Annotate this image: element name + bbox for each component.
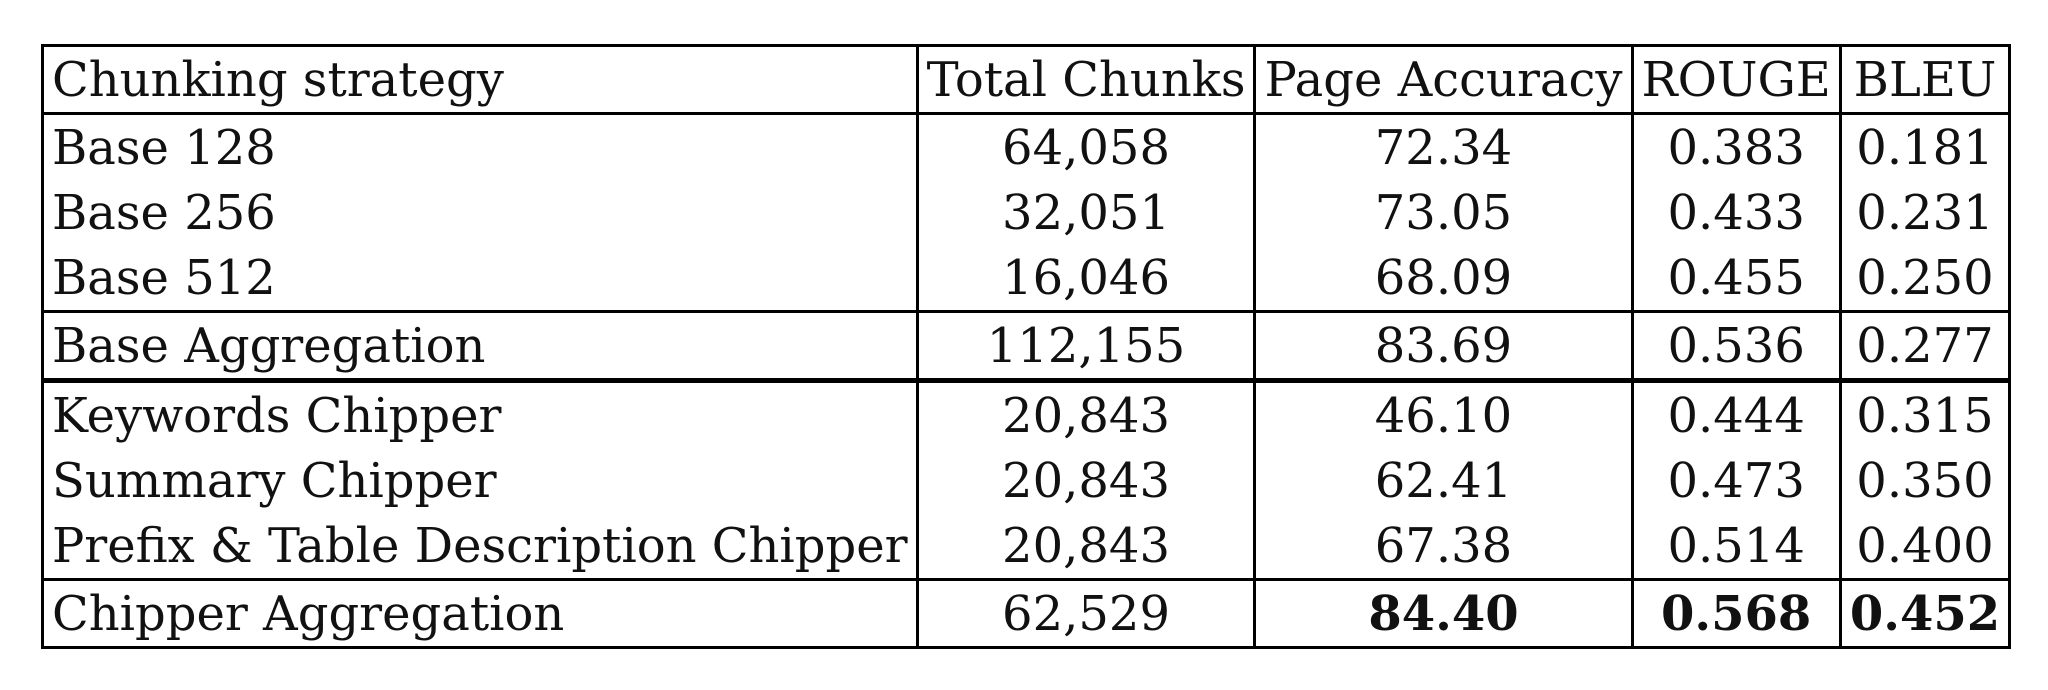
cell-page-accuracy: 46.10: [1255, 381, 1632, 449]
header-total-chunks: Total Chunks: [917, 46, 1255, 114]
table-row: [43, 513, 2010, 580]
cell-bleu: 0.277: [1840, 312, 2009, 381]
cell-total-chunks: 64,058: [917, 114, 1255, 181]
cell-total-chunks: 20,843: [917, 513, 1255, 580]
cell-strategy: Base 128: [43, 114, 918, 181]
cell-bleu: 0.350: [1840, 448, 2009, 513]
table-row: [43, 180, 2010, 245]
results-table: [41, 44, 2011, 649]
cell-total-chunks: 32,051: [917, 180, 1255, 245]
results-table-container: [41, 44, 2011, 649]
cell-rouge: 0.536: [1632, 312, 1840, 381]
table-row: [43, 114, 2010, 181]
cell-page-accuracy: 83.69: [1255, 312, 1632, 381]
cell-rouge: 0.568: [1632, 580, 1840, 648]
cell-bleu: 0.231: [1840, 180, 2009, 245]
cell-strategy: Summary Chipper: [43, 448, 918, 513]
cell-bleu: 0.315: [1840, 381, 2009, 449]
cell-total-chunks: 20,843: [917, 381, 1255, 449]
cell-rouge: 0.455: [1632, 245, 1840, 312]
table-row: [43, 580, 2010, 648]
cell-page-accuracy: 73.05: [1255, 180, 1632, 245]
cell-bleu: 0.400: [1840, 513, 2009, 580]
table-row: [43, 245, 2010, 312]
cell-bleu: 0.181: [1840, 114, 2009, 181]
cell-strategy: Base 256: [43, 180, 918, 245]
header-bleu: BLEU: [1840, 46, 2009, 114]
cell-total-chunks: 16,046: [917, 245, 1255, 312]
cell-total-chunks: 62,529: [917, 580, 1255, 648]
cell-rouge: 0.444: [1632, 381, 1840, 449]
cell-strategy: Prefix & Table Description Chipper: [43, 513, 918, 580]
cell-bleu: 0.250: [1840, 245, 2009, 312]
cell-strategy: Base Aggregation: [43, 312, 918, 381]
table-row: [43, 381, 2010, 449]
cell-page-accuracy: 84.40: [1255, 580, 1632, 648]
header-rouge: ROUGE: [1632, 46, 1840, 114]
cell-rouge: 0.383: [1632, 114, 1840, 181]
cell-total-chunks: 112,155: [917, 312, 1255, 381]
cell-strategy: Keywords Chipper: [43, 381, 918, 449]
cell-total-chunks: 20,843: [917, 448, 1255, 513]
header-page-accuracy: Page Accuracy: [1255, 46, 1632, 114]
cell-page-accuracy: 67.38: [1255, 513, 1632, 580]
cell-rouge: 0.514: [1632, 513, 1840, 580]
cell-strategy: Base 512: [43, 245, 918, 312]
cell-rouge: 0.433: [1632, 180, 1840, 245]
cell-page-accuracy: 62.41: [1255, 448, 1632, 513]
table-row: [43, 312, 2010, 381]
header-row: [43, 46, 2010, 114]
header-chunking-strategy: Chunking strategy: [43, 46, 918, 114]
table-row: [43, 448, 2010, 513]
cell-strategy: Chipper Aggregation: [43, 580, 918, 648]
cell-page-accuracy: 72.34: [1255, 114, 1632, 181]
cell-bleu: 0.452: [1840, 580, 2009, 648]
cell-page-accuracy: 68.09: [1255, 245, 1632, 312]
cell-rouge: 0.473: [1632, 448, 1840, 513]
